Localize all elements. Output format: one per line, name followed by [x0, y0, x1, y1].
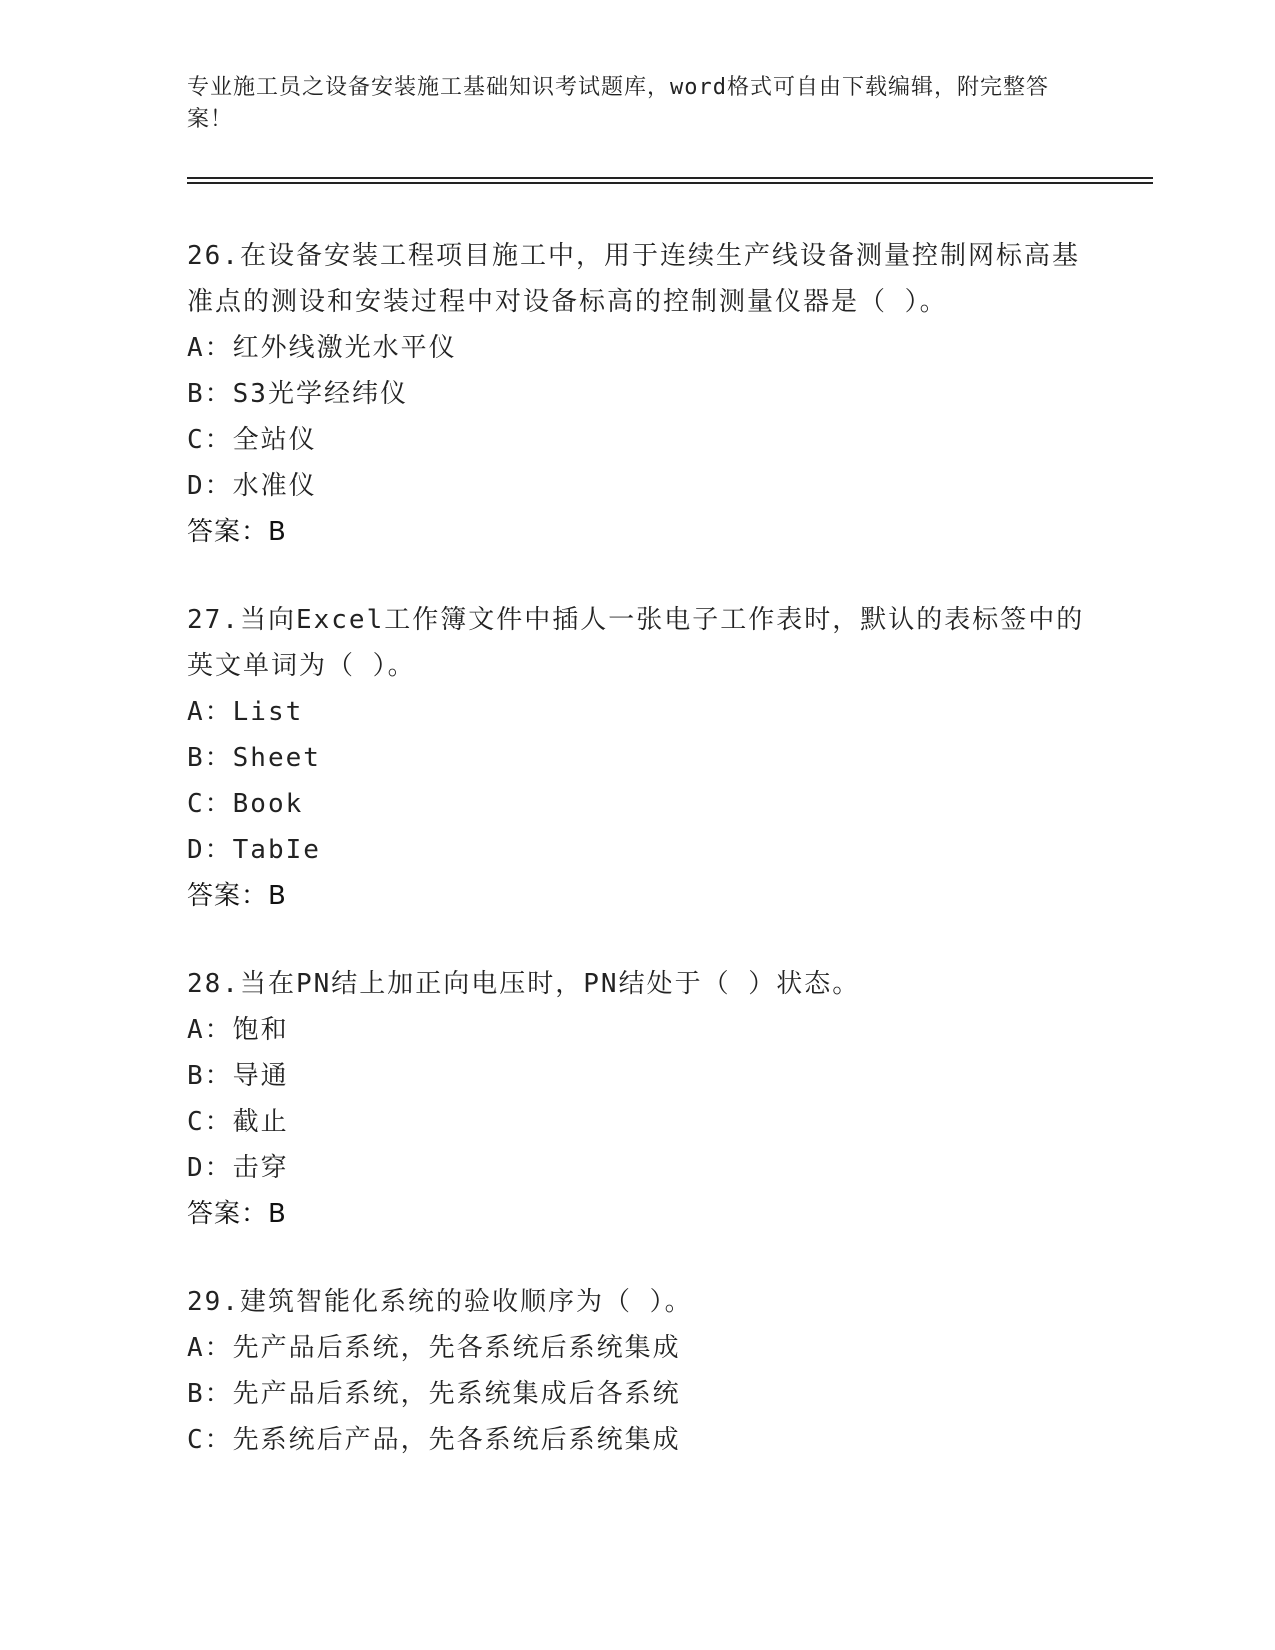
- option-a: A：饱和: [187, 1015, 289, 1045]
- answer-line: 答案：B: [187, 881, 287, 911]
- option-b: B：S3光学经纬仪: [187, 379, 408, 409]
- option-b: B：Sheet: [187, 743, 321, 773]
- question-27: [187, 597, 1087, 919]
- question-28: [187, 961, 1087, 1237]
- question-29: [187, 1279, 1087, 1463]
- option-d: D：水准仪: [187, 471, 317, 501]
- option-c: C：先系统后产品，先各系统后系统集成: [187, 1425, 681, 1455]
- option-b: B：导通: [187, 1061, 289, 1091]
- question-stem: 28.当在PN结上加正向电压时，PN结处于（ ）状态。: [187, 969, 861, 999]
- question-list: [187, 233, 1087, 1505]
- question-stem: 27.当向Excel工作簿文件中插人一张电子工作表时，默认的表标签中的英文单词为（ ）。: [187, 605, 1085, 681]
- option-d: D：TabIe: [187, 835, 321, 865]
- question-stem: 26.在设备安装工程项目施工中，用于连续生产线设备测量控制网标高基准点的测设和安装过程中对设备标高的控制测量仪器是（ ）。: [187, 241, 1080, 317]
- option-b: B：先产品后系统，先系统集成后各系统: [187, 1379, 681, 1409]
- option-c: C：全站仪: [187, 425, 317, 455]
- option-c: C：截止: [187, 1107, 289, 1137]
- option-c: C：Book: [187, 789, 304, 819]
- header-divider-top: [187, 177, 1153, 179]
- question-stem: 29.建筑智能化系统的验收顺序为（ ）。: [187, 1287, 693, 1317]
- answer-line: 答案：B: [187, 517, 287, 547]
- question-26: [187, 233, 1087, 555]
- answer-line: 答案：B: [187, 1199, 287, 1229]
- option-a: A：List: [187, 697, 304, 727]
- document-header: 专业施工员之设备安装施工基础知识考试题库，word格式可自由下载编辑，附完整答案！: [187, 75, 1049, 132]
- option-a: A：红外线激光水平仪: [187, 333, 457, 363]
- option-d: D：击穿: [187, 1153, 289, 1183]
- option-a: A：先产品后系统，先各系统后系统集成: [187, 1333, 681, 1363]
- header-divider-bottom: [187, 182, 1153, 184]
